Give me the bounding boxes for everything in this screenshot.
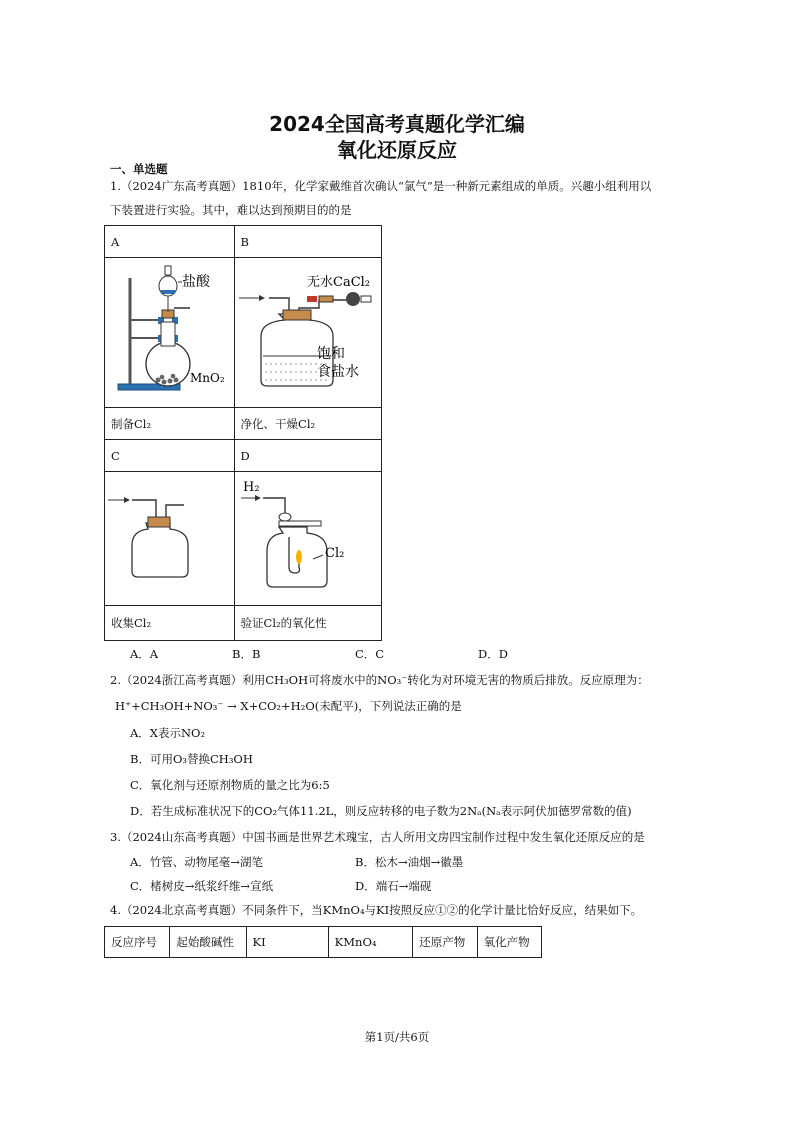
cell-label-d: D: [234, 440, 381, 472]
figure-b-purify-apparatus: [237, 258, 381, 406]
cell-label-a: A: [105, 226, 235, 258]
q4-result-table: [104, 926, 542, 958]
q2-stem-line1: 2.（2024浙江高考真题）利用CH₃OH可将废水中的NO₃⁻转化为对环境无害的物质后排放。反应原理为：: [110, 673, 649, 687]
q2-option-a[interactable]: A．X表示NO₂: [130, 726, 206, 740]
q3-stem: 3.（2024山东高考真题）中国书画是世界艺术瑰宝，古人所用文房四宝制作过程中发生氧化还原反应的是: [110, 830, 645, 844]
cell-caption-b: 净化、干燥Cl₂: [234, 408, 381, 440]
q2-option-b[interactable]: B．可用O₃替换CH₃OH: [130, 752, 253, 766]
figure-c-collect-bottle: [106, 475, 234, 607]
cell-caption-c: 收集Cl₂: [105, 606, 235, 641]
label-mno2: MnO₂: [190, 371, 225, 385]
doc-title-line2: 氧化还原反应: [337, 138, 457, 162]
q3-option-c[interactable]: C．楮树皮→纸浆纤维→宣纸: [130, 879, 274, 893]
figure-d-combustion-bottle: [237, 475, 381, 607]
q3-option-a[interactable]: A．竹管、动物尾毫→湖笔: [130, 855, 263, 869]
q3-option-d[interactable]: D．端石→端砚: [355, 879, 432, 893]
q1-option-a[interactable]: A．A: [130, 647, 159, 661]
section-heading: 一、单选题: [110, 162, 168, 176]
label-cl2: Cl₂: [325, 546, 345, 561]
cell-label-b: B: [234, 226, 381, 258]
q3-option-b[interactable]: B．松木→油烟→徽墨: [355, 855, 464, 869]
q1-option-c[interactable]: C．C: [355, 647, 385, 661]
q2-option-c[interactable]: C．氧化剂与还原剂物质的量之比为6:5: [130, 778, 330, 792]
q4-header-kmno4: KMnO₄: [328, 927, 413, 958]
q1-stem-line2: 下装置进行实验。其中，难以达到预期目的的是: [110, 203, 352, 217]
q2-stem-line2: H⁺+CH₃OH+NO₃⁻ → X+CO₂+H₂O(未配平)，下列说法正确的是: [115, 699, 462, 713]
q4-stem: 4.（2024北京高考真题）不同条件下，当KMnO₄与KI按照反应①②的化学计量比恰好反应，结果如下。: [110, 903, 643, 917]
page-footer: 第1页/共6页: [364, 1030, 430, 1044]
label-saturated-1: 饱和: [317, 346, 345, 362]
q1-option-b[interactable]: B．B: [232, 647, 261, 661]
cell-caption-a: 制备Cl₂: [105, 408, 235, 440]
q1-stem-line1: 1.（2024广东高考真题）1810年，化学家戴维首次确认“氯气”是一种新元素组成的单质。兴趣小组利用以: [110, 179, 652, 193]
label-h2: H₂: [243, 480, 260, 495]
q4-header-initial-acidity: 起始酸碱性: [170, 927, 246, 958]
doc-title-line1: 2024全国高考真题化学汇编: [269, 112, 525, 136]
q1-option-d[interactable]: D．D: [478, 647, 508, 661]
q2-option-d[interactable]: D．若生成标准状况下的CO₂气体11.2L，则反应转移的电子数为2Nₐ(Nₐ表示阿伏加德罗常数的值): [130, 804, 632, 818]
label-cacl2: 无水CaCl₂: [307, 275, 371, 290]
q4-header-reaction-no: 反应序号: [105, 927, 170, 958]
cell-caption-d: 验证Cl₂的氧化性: [234, 606, 381, 641]
q4-header-oxidation-product: 氧化产物: [477, 927, 541, 958]
label-saturated-2: 食盐水: [317, 364, 359, 380]
label-hcl: 盐酸: [182, 274, 210, 290]
q4-header-reduction-product: 还原产物: [413, 927, 477, 958]
figure-a-prep-apparatus: [106, 258, 234, 406]
cell-label-c: C: [105, 440, 235, 472]
q4-header-ki: KI: [246, 927, 328, 958]
